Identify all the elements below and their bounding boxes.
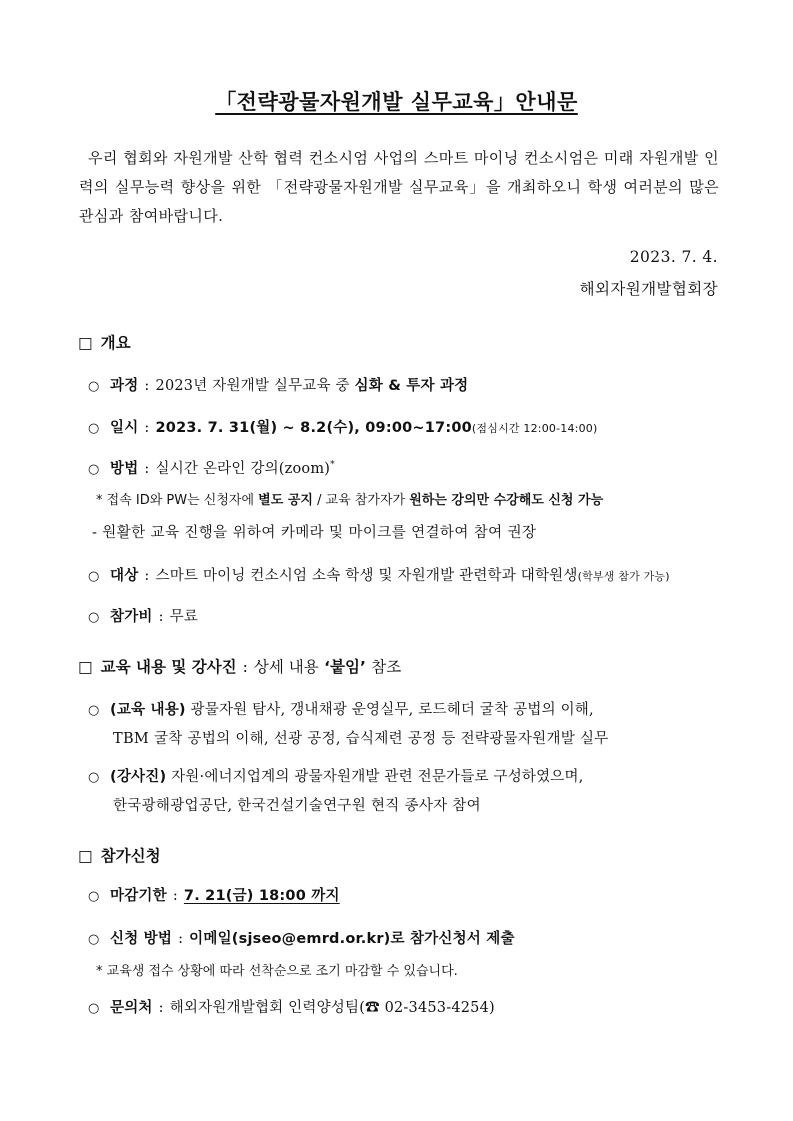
separator: :	[144, 568, 150, 584]
attachment-ref: ‘붙임’	[324, 658, 366, 676]
circle-bullet-icon: ○	[88, 889, 100, 904]
section-rest: 상세 내용	[253, 658, 319, 676]
separator: :	[144, 461, 150, 477]
contact-text: 해외자원개발협회 인력양성팀(☎ 02-3453-4254)	[169, 1000, 495, 1016]
apply-label: 신청 방법	[110, 931, 173, 947]
separator: :	[158, 609, 164, 625]
content-line: 광물자원 탐사, 갱내채광 운영실무, 로드헤더 굴착 공법의 이해,	[190, 702, 594, 718]
section-heading-overview	[78, 331, 131, 353]
target-item	[88, 564, 670, 585]
section-heading-content	[78, 655, 401, 677]
separator: :	[144, 378, 150, 394]
lecturers-item	[88, 765, 584, 786]
circle-bullet-icon: ○	[88, 421, 100, 436]
sender-name: 해외자원개발협회장	[579, 280, 718, 298]
fee-item	[88, 605, 198, 626]
apply-method: 이메일(sjseo@emrd.or.kr)로 참가신청서 제출	[189, 931, 515, 947]
schedule-label: 일시	[110, 420, 139, 436]
contact-item	[88, 996, 495, 1017]
content-label: (교육 내용)	[110, 702, 186, 718]
method-label: 방법	[110, 461, 139, 477]
checkbox-square-icon: □	[78, 847, 93, 865]
separator: :	[158, 1000, 164, 1016]
course-highlight: 심화 & 투자 과정	[354, 378, 469, 394]
lecturers-line: 자원·에너지업계의 광물자원개발 관련 전문가들로 구성하였으며,	[171, 769, 584, 785]
lecturers-label: (강사진)	[110, 769, 167, 785]
separator: :	[172, 888, 178, 904]
contact-label: 문의처	[110, 1000, 153, 1016]
note-bold: 원하는 강의만 수강해도 신청 가능	[409, 493, 604, 508]
method-item	[88, 457, 335, 478]
separator: :	[242, 658, 248, 676]
access-note	[96, 489, 603, 508]
method-text: 실시간 온라인 강의(zoom)	[155, 461, 331, 477]
early-close-note: * 교육생 접수 상황에 따라 선착순으로 조기 마감할 수 있습니다.	[96, 964, 458, 979]
separator: :	[178, 931, 184, 947]
course-item	[88, 374, 468, 395]
fee-label: 참가비	[110, 609, 153, 625]
circle-bullet-icon: ○	[88, 462, 100, 477]
section-title: 참가신청	[100, 847, 161, 865]
note-text: * 접속 ID와 PW는 신청자에	[96, 493, 255, 508]
deadline-value: 7. 21(금) 18:00 까지	[183, 888, 340, 904]
footnote-mark: *	[330, 460, 335, 471]
fee-text: 무료	[169, 609, 199, 625]
deadline-item	[88, 884, 340, 905]
camera-note: - 원활한 교육 진행을 위하여 카메라 및 마이크를 연결하여 참여 권장	[92, 525, 537, 541]
circle-bullet-icon: ○	[88, 703, 100, 718]
content-continuation: TBM 굴착 공법의 이해, 선광 공정, 습식제련 공정 등 전략광물자원개발 실무	[113, 731, 609, 747]
course-label: 과정	[110, 378, 139, 394]
section-heading-registration	[78, 844, 161, 866]
content-item	[88, 698, 594, 719]
section-title: 개요	[100, 334, 131, 352]
circle-bullet-icon: ○	[88, 379, 100, 394]
checkbox-square-icon: □	[78, 658, 93, 676]
target-text: 스마트 마이닝 컨소시엄 소속 학생 및 자원개발 관련학과 대학원생	[155, 568, 578, 584]
lunch-time: (점심시간 12:00-14:00)	[471, 422, 598, 435]
checkbox-square-icon: □	[78, 334, 93, 352]
lecturers-continuation: 한국광해광업공단, 한국건설기술연구원 현직 종사자 참여	[113, 798, 481, 814]
target-label: 대상	[110, 568, 139, 584]
schedule-item	[88, 416, 597, 437]
circle-bullet-icon: ○	[88, 610, 100, 625]
document-date: 2023. 7. 4.	[629, 248, 718, 266]
intro-paragraph: 우리 협회와 자원개발 산학 협력 컨소시엄 사업의 스마트 마이닝 컨소시엄은 미래 자원개발 인력의 실무능력 향상을 위한 「전략광물자원개발 실무교육」을 개최하오니 학생 여러분의 많은 관심과 참여바랍니다.	[79, 149, 719, 225]
circle-bullet-icon: ○	[88, 1001, 100, 1016]
target-note: (학부생 참가 가능)	[577, 570, 670, 583]
circle-bullet-icon: ○	[88, 932, 100, 947]
note-bold: 별도 공지	[258, 493, 313, 508]
schedule-datetime: 2023. 7. 31(월) ~ 8.2(수), 09:00~17:00	[155, 420, 472, 436]
section-rest: 참조	[371, 658, 402, 676]
section-title: 교육 내용 및 강사진	[100, 658, 237, 676]
apply-item	[88, 927, 515, 948]
deadline-label: 마감기한	[110, 888, 167, 904]
separator: :	[144, 420, 150, 436]
course-text: 2023년 자원개발 실무교육 중	[155, 378, 350, 394]
note-text: / 교육 참가자가	[317, 493, 406, 508]
circle-bullet-icon: ○	[88, 569, 100, 584]
page-title: 「전략광물자원개발 실무교육」안내문	[215, 90, 578, 114]
circle-bullet-icon: ○	[88, 770, 100, 785]
